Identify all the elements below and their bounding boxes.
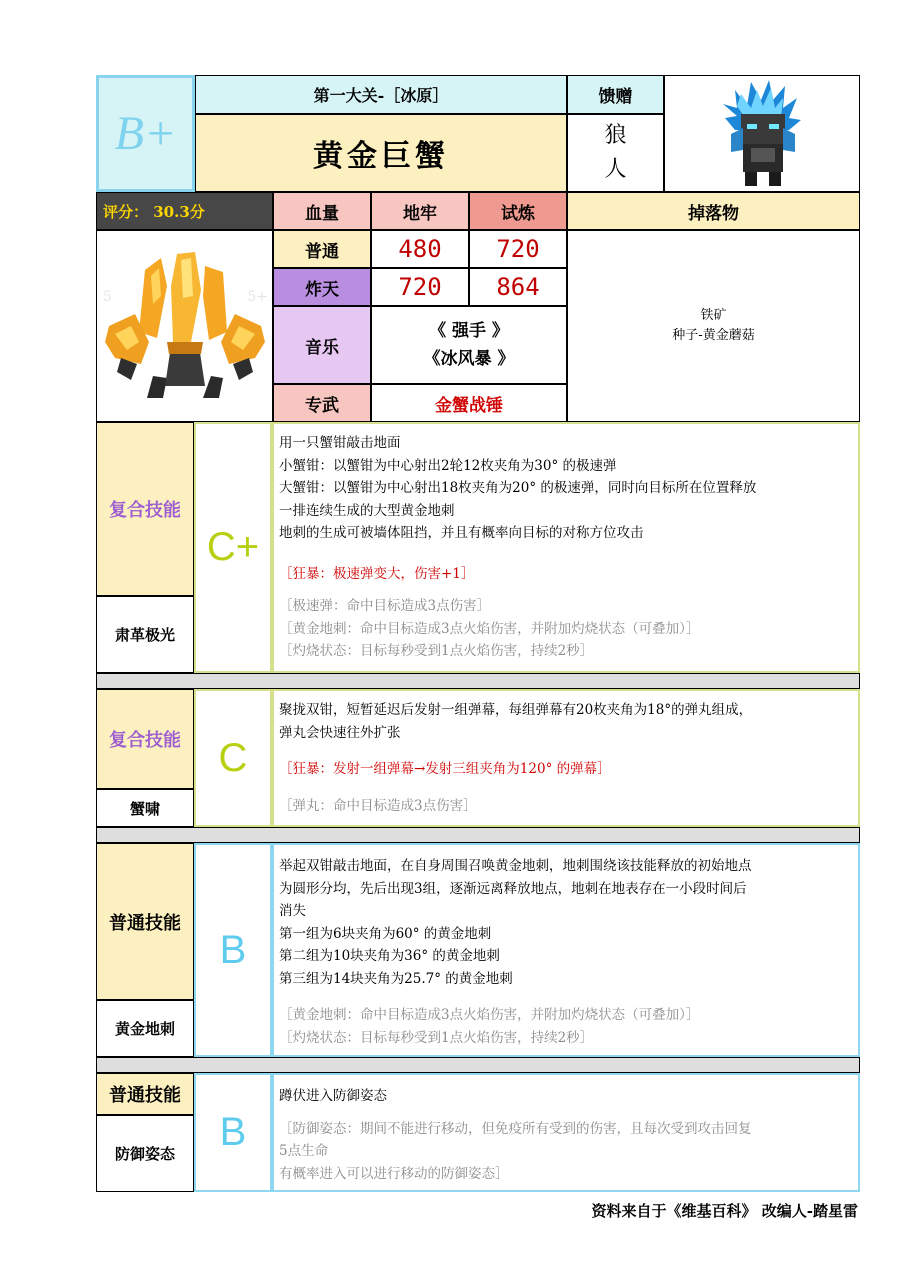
stage-title: 第一大关-［冰原］ <box>195 75 567 114</box>
dungeon-header: 地牢 <box>371 192 469 230</box>
score-cell <box>96 192 273 230</box>
normal-dungeon-hp: 480 <box>371 230 469 268</box>
footer-credit: 资料来自于《维基百科》 改编人-踏星雷 <box>591 1202 858 1220</box>
skill1-type: 复合技能 <box>96 422 194 596</box>
drops-list <box>567 230 860 422</box>
skill1-description: 用一只蟹钳敲击地面 小蟹钳：以蟹钳为中心射出2轮12枚夹角为30° 的极速弹 大蟹钳：以蟹钳为中心射出18枚夹角为20° 的极速弹，同时向目标所在位置释放 一排连续生成的大型黄金地刺 地刺的生成可被墙体阻挡，并且有概率向目标的对称方位攻击 ［狂暴：极速弹变大，伤害+1］ ［极速弹：命中目标造成3点伤害］ ［黄金地刺：命中目标造成3点火焰伤害，并附加灼烧状态（可叠加）］ ［灼烧状态：目标每秒受到1点火焰伤害，持续2秒］ <box>272 422 860 673</box>
weapon-value: 金蟹战锤 <box>371 384 567 422</box>
gift-label: 馈赠 <box>567 75 664 114</box>
music-track-2: 《冰风暴 》 <box>423 349 515 369</box>
overall-grade-cell <box>96 75 195 192</box>
score: 评分： 30.3分 <box>103 202 205 221</box>
boss-name-cell <box>195 114 567 192</box>
boom-dungeon-hp: 720 <box>371 268 469 306</box>
music-tracks <box>371 306 567 384</box>
skill2-description: 聚拢双钳，短暂延迟后发射一组弹幕，每组弹幕有20枚夹角为18°的弹丸组成， 弹丸会快速往外扩张 ［狂暴：发射一组弹幕→发射三组夹角为120° 的弹幕］ ［弹丸：命中目标造成3点伤害］ <box>272 689 860 827</box>
skill3-name: 黄金地刺 <box>96 1000 194 1057</box>
skill2-grade: C <box>194 689 272 827</box>
overall-grade: B+ <box>114 107 177 160</box>
skill4-description: 蹲伏进入防御姿态 ［防御姿态：期间不能进行移动，但免疫所有受到的伤害，且每次受到攻击回复 5点生命 有概率进入可以进行移动的防御姿态］ <box>272 1073 860 1192</box>
skill3-description: 举起双钳敲击地面，在自身周围召唤黄金地刺，地刺围绕该技能释放的初始地点 为圆形分均，先后出现3组，逐渐远离释放地点，地刺在地表存在一小段时间后 消失 第一组为6块夹角为60° 的黄金地刺 第二组为10块夹角为36° 的黄金地刺 第三组为14块夹角为25.7° 的黄金地刺 ［黄金地刺：命中目标造成3点火焰伤害，并附加灼烧状态（可叠加）］ ［灼烧状态：目标每秒受到1点火焰伤害，持续2秒］ <box>272 843 860 1057</box>
skill2-type: 复合技能 <box>96 689 194 789</box>
weapon-label: 专武 <box>273 384 371 422</box>
normal-label: 普通 <box>273 230 371 268</box>
boom-trial-hp: 864 <box>469 268 567 306</box>
separator-2 <box>96 827 860 843</box>
skill4-grade: B <box>194 1073 272 1192</box>
hp-header: 血量 <box>273 192 371 230</box>
werewolf-portrait-cell <box>664 75 860 192</box>
faded-right-label: 5+ <box>247 289 268 305</box>
skill1-rage: ［狂暴：极速弹变大，伤害+1］ <box>279 565 475 582</box>
skill1-name: 肃革极光 <box>96 596 194 673</box>
skill3-grade: B <box>194 843 272 1057</box>
faded-left-label: 5 <box>103 289 112 305</box>
werewolf-sprite-icon <box>717 78 807 190</box>
golden-crab-sprite-icon <box>101 246 269 406</box>
music-track-1: 《 强手 》 <box>429 321 509 341</box>
separator-3 <box>96 1057 860 1073</box>
boss-portrait-cell <box>96 230 273 422</box>
drop-item-1: 铁矿 <box>700 308 727 323</box>
drops-header: 掉落物 <box>567 192 860 230</box>
music-label: 音乐 <box>273 306 371 384</box>
normal-trial-hp: 720 <box>469 230 567 268</box>
skill3-type: 普通技能 <box>96 843 194 1000</box>
gift-value: 狼 人 <box>567 114 664 192</box>
boss-name: 黄金巨蟹 <box>313 139 449 174</box>
skill4-name: 防御姿态 <box>96 1115 194 1192</box>
skill1-grade: C+ <box>194 422 272 673</box>
drop-item-2: 种子-黄金蘑菇 <box>672 328 755 343</box>
skill2-name: 蟹啸 <box>96 789 194 827</box>
skill4-type: 普通技能 <box>96 1073 194 1115</box>
trial-header: 试炼 <box>469 192 567 230</box>
separator-1 <box>96 673 860 689</box>
skill2-rage: ［狂暴：发射一组弹幕→发射三组夹角为120° 的弹幕］ <box>279 761 611 777</box>
boom-label: 炸天 <box>273 268 371 306</box>
